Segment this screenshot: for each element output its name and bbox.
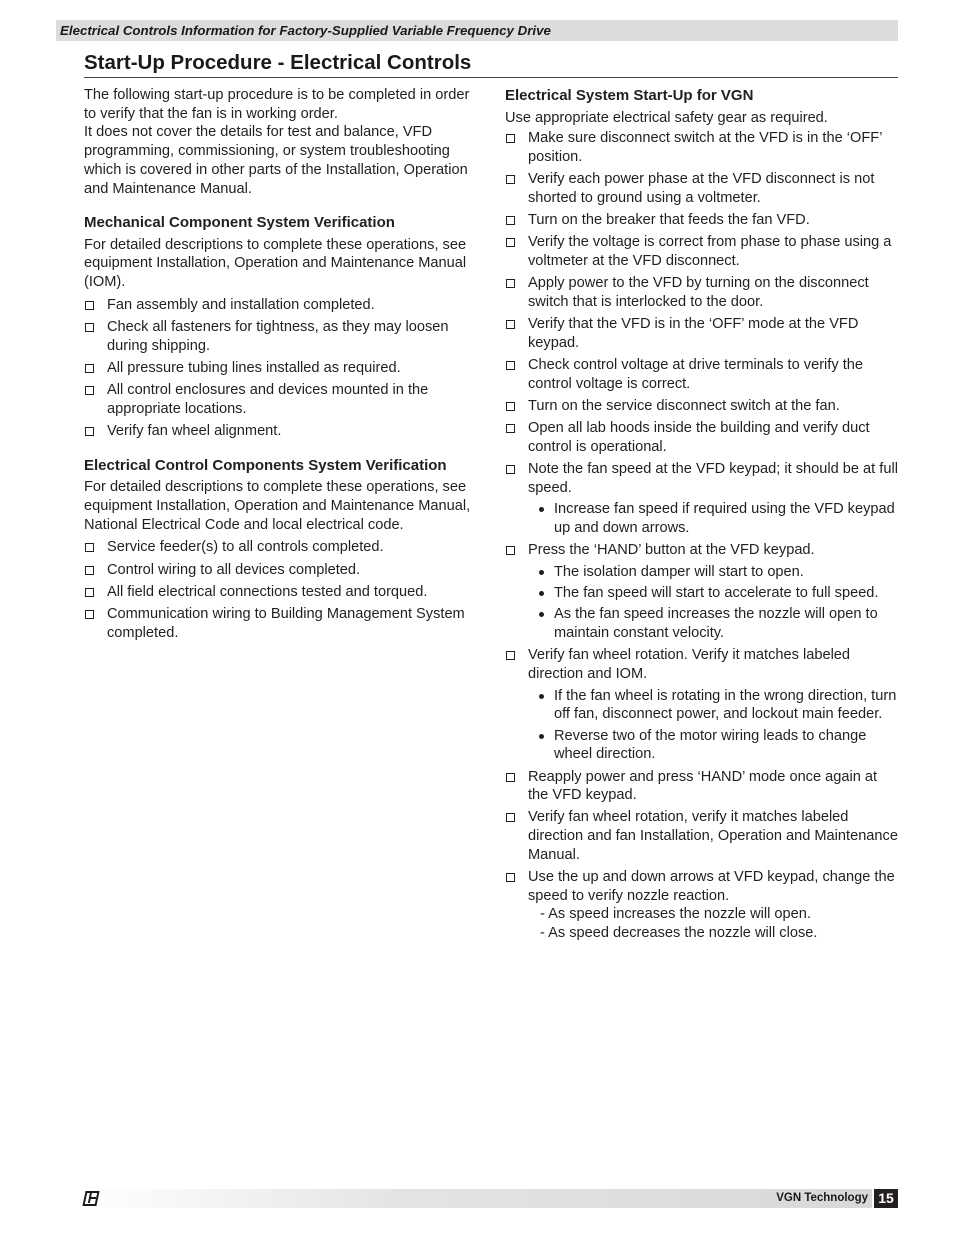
checkbox-icon[interactable] <box>85 427 94 436</box>
left-column <box>84 86 479 657</box>
checklist-item <box>505 868 901 943</box>
checkbox-icon[interactable] <box>506 773 515 782</box>
sub-bullet-list <box>528 500 901 537</box>
checklist-item-text: Open all lab hoods inside the building and verify duct control is operational. <box>528 420 870 455</box>
footer-bar <box>84 1189 872 1208</box>
bullet-item-text: As the fan speed increases the nozzle will open to maintain constant velocity. <box>554 606 878 642</box>
bullet-item <box>528 727 901 764</box>
checklist-item-text: Communication wiring to Building Management System completed. <box>107 605 465 641</box>
title-divider <box>84 77 898 78</box>
checklist-item <box>84 296 479 315</box>
checklist-item <box>505 460 901 538</box>
checkbox-icon[interactable] <box>85 386 94 395</box>
checklist-item <box>84 422 479 441</box>
checklist-item-text: Service feeder(s) to all controls completed. <box>107 539 384 556</box>
sub-bullet-list <box>528 563 901 643</box>
checklist-item-text: Use the up and down arrows at VFD keypad, change the speed to verify nozzle reaction. <box>528 869 895 904</box>
checklist-item <box>505 356 901 393</box>
checkbox-icon[interactable] <box>85 566 94 575</box>
checklist-item <box>505 170 901 207</box>
checklist-item <box>505 397 901 416</box>
bullet-item-text: Increase fan speed if required using the VFD keypad up and down arrows. <box>554 501 895 537</box>
bullet-item-text: If the fan wheel is rotating in the wrong direction, turn off fan, disconnect power, and lockout main feeder. <box>554 687 897 723</box>
checklist-item-text: Note the fan speed at the VFD keypad; it should be at full speed. <box>528 460 898 496</box>
dash-note: - As speed decreases the nozzle will close. <box>540 925 818 942</box>
page-number: 15 <box>874 1189 898 1208</box>
bullet-item <box>528 500 901 537</box>
checklist-item <box>505 808 901 864</box>
bullet-item-text: The isolation damper will start to open. <box>554 563 804 580</box>
checkbox-icon[interactable] <box>506 238 515 247</box>
checklist-item-text: Apply power to the VFD by turning on the disconnect switch that is interlocked to the door. <box>528 275 869 310</box>
checklist-item <box>505 274 901 311</box>
checklist-item <box>505 211 901 230</box>
checklist-item-text: Check control voltage at drive terminals to verify the control voltage is correct. <box>528 356 863 392</box>
checklist-item-text: Fan assembly and installation completed. <box>107 296 375 313</box>
checklist-item-text: Make sure disconnect switch at the VFD is in the ‘OFF’ position. <box>528 130 882 165</box>
intro-line-2: It does not cover the details for test and balance, VFD programming, commissioning, or system troubleshooting which is covered in other parts of the Installation, Operation and Maintenance Manual. <box>84 124 468 197</box>
checkbox-icon[interactable] <box>506 361 515 370</box>
mechanical-checklist <box>84 296 479 441</box>
checklist-item <box>84 583 479 602</box>
intro-paragraph <box>84 86 479 198</box>
checklist-item-text: Verify fan wheel alignment. <box>107 423 282 440</box>
checklist-item <box>505 768 901 805</box>
checkbox-icon[interactable] <box>85 364 94 373</box>
bullet-icon <box>539 570 544 575</box>
checklist-item-text: Turn on the breaker that feeds the fan VFD. <box>528 212 810 229</box>
checklist-item <box>505 541 901 643</box>
header-banner <box>56 20 898 41</box>
checklist-item <box>84 381 479 418</box>
checkbox-icon[interactable] <box>85 323 94 332</box>
bullet-item <box>528 563 901 582</box>
checkbox-icon[interactable] <box>506 651 515 660</box>
checklist-item-text: All pressure tubing lines installed as required. <box>107 359 401 376</box>
checklist-item <box>505 419 901 456</box>
checkbox-icon[interactable] <box>506 320 515 329</box>
startup-checklist <box>505 129 901 943</box>
checkbox-icon[interactable] <box>506 546 515 555</box>
checkbox-icon[interactable] <box>506 465 515 474</box>
checklist-item <box>505 233 901 270</box>
checkbox-icon[interactable] <box>506 175 515 184</box>
bullet-icon <box>539 612 544 617</box>
dash-note: - As speed increases the nozzle will open. <box>540 906 811 923</box>
checklist-item <box>505 315 901 352</box>
checklist-item-text: Verify that the VFD is in the ‘OFF’ mode at the VFD keypad. <box>528 316 859 351</box>
bullet-icon <box>539 694 544 699</box>
checklist-item <box>505 646 901 764</box>
bullet-item <box>528 605 901 642</box>
checkbox-icon[interactable] <box>506 216 515 225</box>
mechanical-description: For detailed descriptions to complete these operations, see equipment Installation, Operation and Maintenance Manual (IOM). <box>84 236 467 291</box>
electrical-components-checklist <box>84 538 479 642</box>
checklist-item-text: Reapply power and press ‘HAND’ mode once again at the VFD keypad. <box>528 768 878 804</box>
bullet-item <box>528 687 901 724</box>
checklist-item-text: Verify each power phase at the VFD disconnect is not shorted to ground using a voltmeter. <box>528 171 875 206</box>
bullet-icon <box>539 734 544 739</box>
electrical-components-heading: Electrical Control Components System Verification <box>84 456 447 474</box>
checkbox-icon[interactable] <box>85 301 94 310</box>
checklist-item-text: Press the ‘HAND’ button at the VFD keypad. <box>528 542 815 559</box>
greenheck-logo-icon <box>84 1191 102 1206</box>
checklist-item <box>84 561 479 580</box>
checklist-item <box>84 538 479 557</box>
bullet-item <box>528 584 901 603</box>
checklist-item <box>84 605 479 642</box>
header-banner-text: Electrical Controls Information for Factory-Supplied Variable Frequency Drive <box>60 23 551 38</box>
checklist-item-text: Verify the voltage is correct from phase to phase using a voltmeter at the VFD disconnect. <box>528 234 892 269</box>
startup-intro: Use appropriate electrical safety gear as required. <box>505 109 828 126</box>
page-title: Start-Up Procedure - Electrical Controls <box>84 51 472 74</box>
checkbox-icon[interactable] <box>85 543 94 552</box>
bullet-item-text: The fan speed will start to accelerate to full speed. <box>554 585 879 602</box>
bullet-item-text: Reverse two of the motor wiring leads to change wheel direction. <box>554 727 867 763</box>
checkbox-icon[interactable] <box>506 134 515 143</box>
bullet-icon <box>539 591 544 596</box>
checkbox-icon[interactable] <box>85 588 94 597</box>
checklist-item-text: Verify fan wheel rotation, verify it matches labeled direction and fan Installation, Operation and Maintenance Manual. <box>528 809 898 863</box>
checkbox-icon[interactable] <box>506 813 515 822</box>
sub-bullet-list <box>528 687 901 764</box>
startup-heading: Electrical System Start-Up for VGN <box>505 87 754 104</box>
checklist-item-text: Control wiring to all devices completed. <box>107 561 361 578</box>
right-column <box>505 86 901 946</box>
checkbox-icon[interactable] <box>506 424 515 433</box>
checklist-item <box>84 359 479 378</box>
mechanical-heading: Mechanical Component System Verification <box>84 214 395 232</box>
electrical-components-description: For detailed descriptions to complete these operations, see equipment Installation, Operation and Maintenance Manual, National Electrical Code and local electrical code. <box>84 479 471 533</box>
checklist-item-text: Turn on the service disconnect switch at the fan. <box>528 397 840 414</box>
checklist-item-text: All field electrical connections tested and torqued. <box>107 583 428 600</box>
checkbox-icon[interactable] <box>85 610 94 619</box>
checkbox-icon[interactable] <box>506 873 515 882</box>
bullet-icon <box>539 507 544 512</box>
checklist-item <box>505 129 901 166</box>
footer-label: VGN Technology <box>776 1192 868 1204</box>
checkbox-icon[interactable] <box>506 402 515 411</box>
checkbox-icon[interactable] <box>506 279 515 288</box>
intro-line-1: The following start-up procedure is to be completed in order to verify that the fan is in working order. <box>84 87 470 122</box>
checklist-item <box>84 318 479 355</box>
checklist-item-text: Verify fan wheel rotation. Verify it matches labeled direction and IOM. <box>528 647 851 682</box>
checklist-item-text: All control enclosures and devices mounted in the appropriate locations. <box>107 382 429 417</box>
checklist-item-text: Check all fasteners for tightness, as they may loosen during shipping. <box>107 319 449 354</box>
